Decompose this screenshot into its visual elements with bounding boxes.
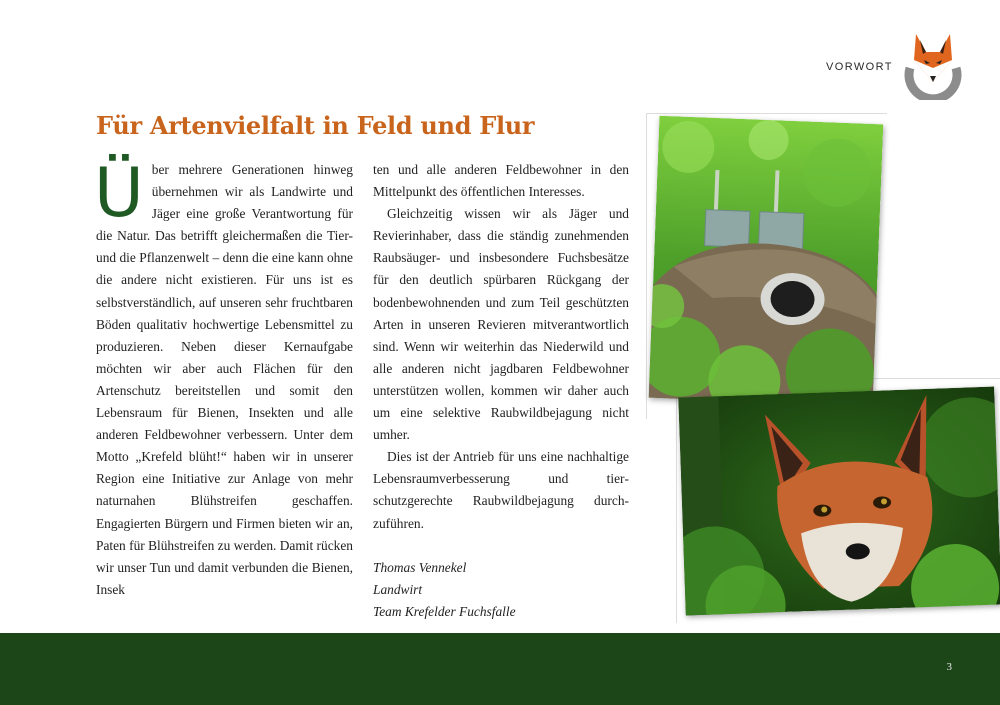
section-label: VORWORT	[826, 61, 893, 73]
paragraph: Gleichzeitig wissen wir als Jäger und Revierinhaber, dass die ständig zunehmenden Raubsäuger- und insbesondere Fuchsbesätze für den deutlich spürbaren Rückgang der bodenbewohnenden und zum Teil geschützten Arten in unseren Revieren mitverantwortlich sind. Wenn wir weiterhin das Niederwild und alle anderen nicht jagdbaren Feldbewohner unterstützen wollen, kommen wir daher auch um eine selektive Raubwildbejagung nicht umher.	[373, 206, 629, 443]
red-fox-photo-icon	[678, 387, 1000, 616]
footer-bar	[0, 633, 1000, 705]
fox-head-logo-icon	[900, 30, 966, 100]
article-column-2	[373, 159, 629, 623]
page-number: 3	[946, 661, 952, 673]
drop-cap: Ü	[94, 154, 144, 233]
article-title: Für Artenvielfalt in Feld und Flur	[96, 111, 535, 140]
signature-team: Team Krefelder Fuchsfalle	[373, 603, 516, 619]
paragraph: ten und alle anderen Feldbewohner in den Mittelpunkt des öffentlichen Interesses.	[373, 162, 629, 200]
column-1-text: ber mehrere Generationen hinweg übernehmen wir als Landwirte und Jäger eine große Verantwortung für die Natur. Das betrifft gleichermaßen die Tier- und die Pflanzenwelt – denn die eine kann ohne die andere nicht existieren. Für uns ist es selbstverständlich, auf unseren sehr fruchtbaren Böden qualitativ hochwertige Lebensmittel zu produzieren. Neben dieser Kernaufgabe möchten wir aber auch Flächen für den Artenschutz bereitstellen und somit den Lebensraum für Bienen, Insekten und alle anderen Feldbewohner verbessern. Unter dem Motto „Krefeld blüht!“ haben wir in unserer Region eine Initiative zur Anlage von mehr naturnahen Blühstreifen geschaffen. Engagierten Bürgern und Firmen bieten wir an, Paten für Blühstreifen zu werden. Damit rücken wir unser Tun und damit verbunden die Bienen, Insek	[96, 162, 353, 597]
signature-name: Thomas Vennekel	[373, 559, 467, 575]
paragraph: Dies ist der Antrieb für uns eine nachhaltige Lebensraumverbesserung und tierschutzgerechte Raubwildbejagung durchzuführen.	[373, 449, 629, 531]
concrete-pipe-trap-photo-icon	[649, 116, 884, 406]
signature-role: Landwirt	[373, 581, 423, 597]
signature-block	[373, 557, 629, 623]
article-column-1	[94, 154, 353, 601]
